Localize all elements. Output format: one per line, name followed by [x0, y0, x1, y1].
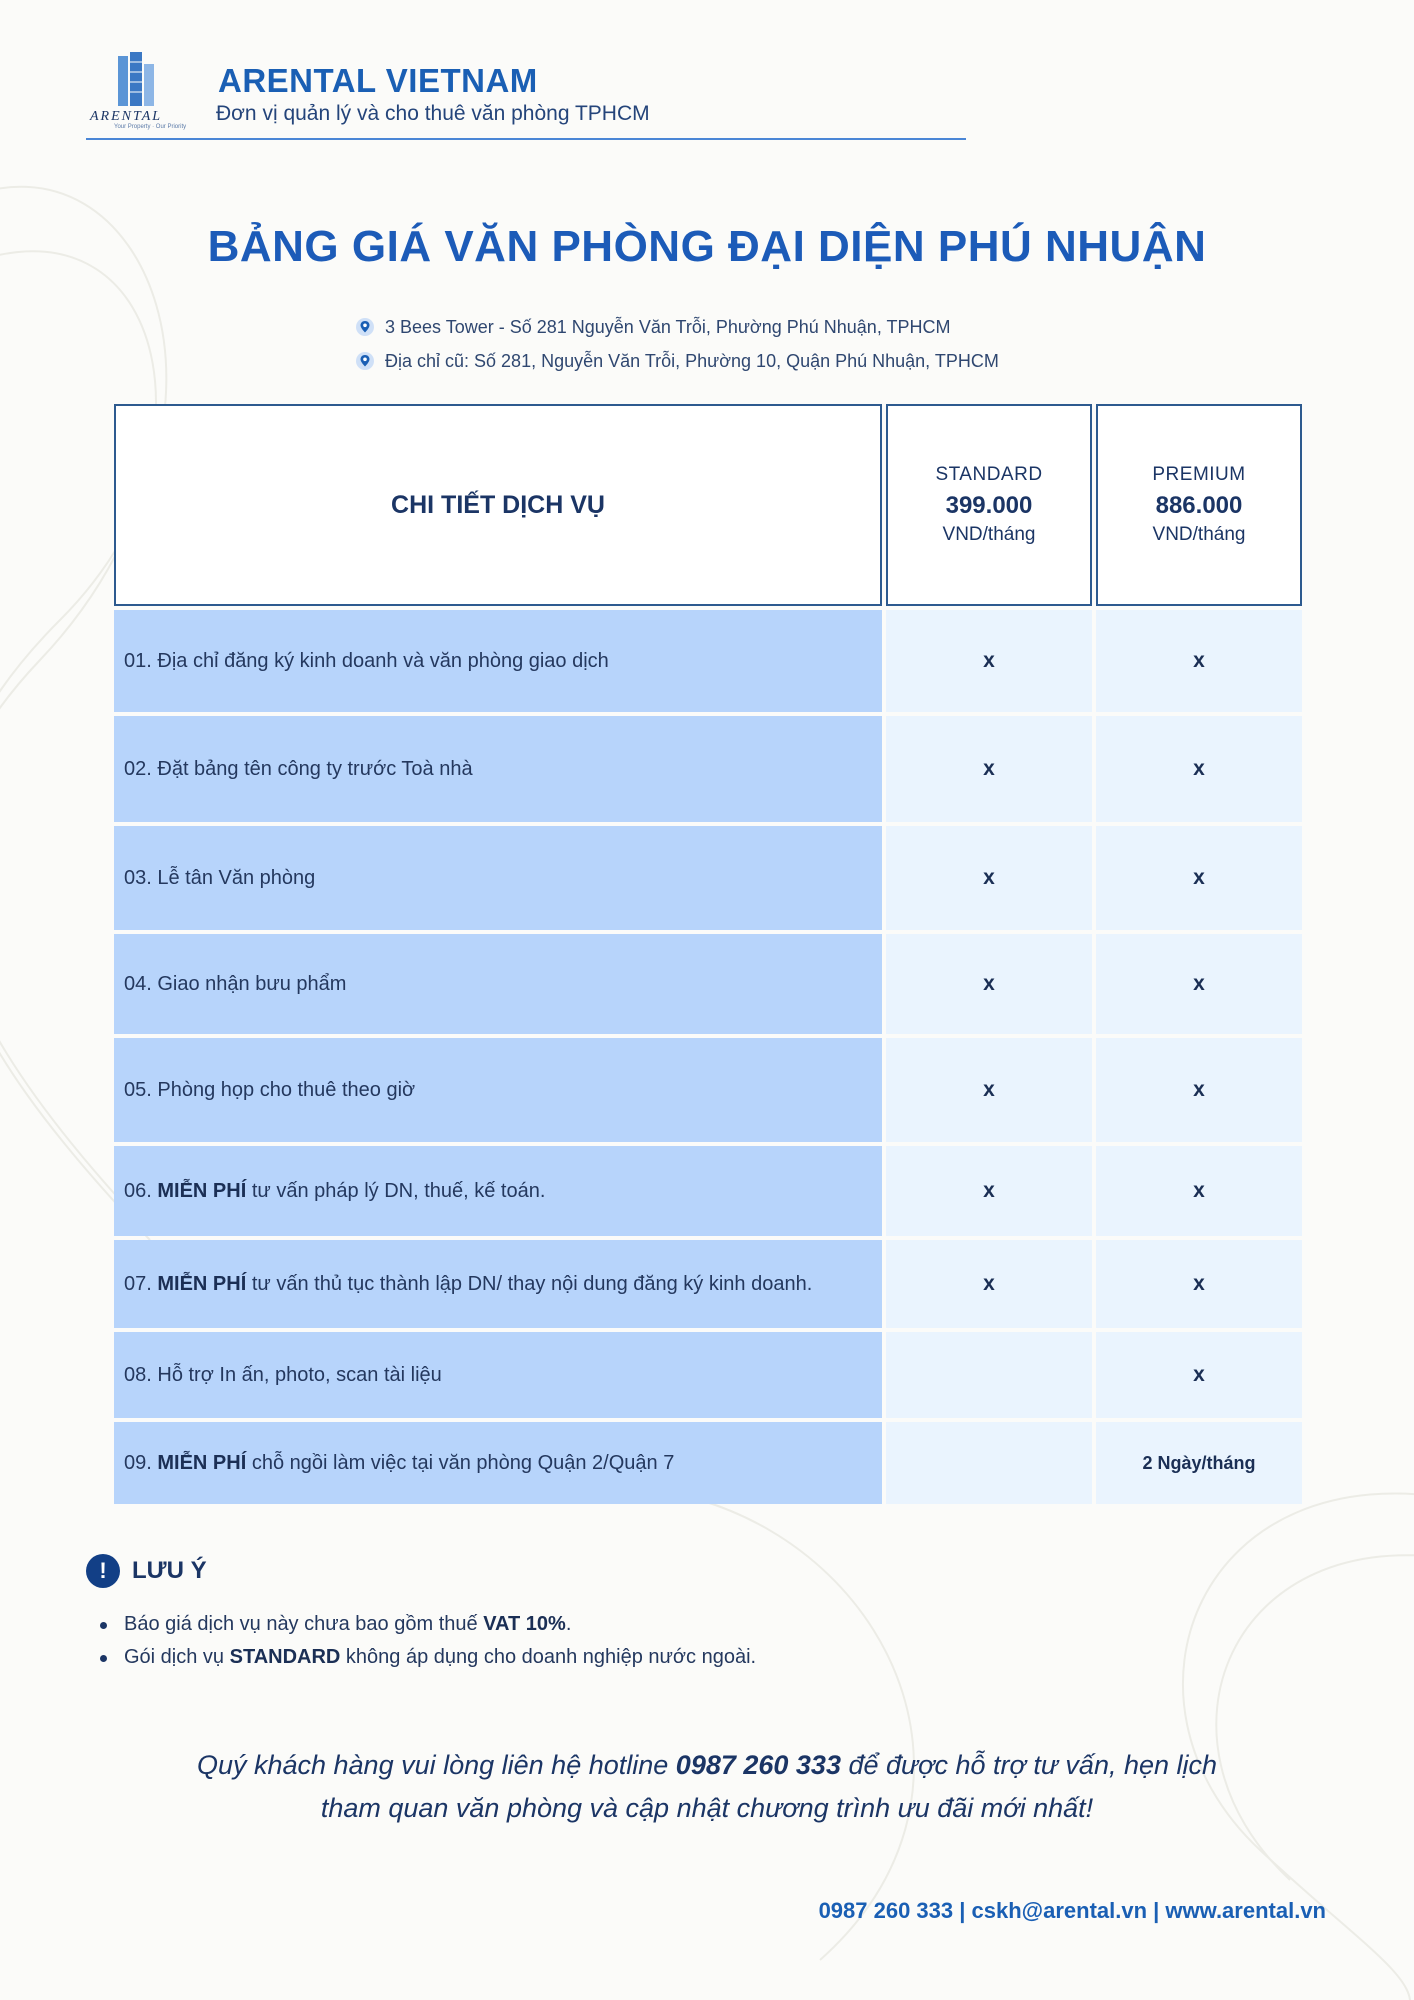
brand-name: ARENTAL VIETNAM — [218, 62, 538, 99]
page-header — [86, 50, 966, 142]
address-text: 3 Bees Tower - Số 281 Nguyễn Văn Trỗi, Phường Phú Nhuận, TPHCM — [385, 316, 951, 337]
header-divider — [86, 138, 966, 140]
service-header: CHI TIẾT DỊCH VỤ — [391, 490, 605, 519]
premium-cell: x — [1096, 826, 1302, 930]
address-current — [355, 310, 999, 344]
table-row — [114, 826, 1302, 930]
table-row — [114, 1240, 1302, 1328]
contact-message: Quý khách hàng vui lòng liên hệ hotline 0987 260 333 để được hỗ trợ tư vấn, hẹn lịch tham quan văn phòng và cập nhật chương trình ưu đãi mới nhất! — [196, 1750, 1218, 1823]
standard-cell: x — [886, 1146, 1092, 1236]
plan-unit: VND/tháng — [942, 524, 1036, 545]
list-item: Gói dịch vụ STANDARD không áp dụng cho doanh nghiệp nước ngoài. — [98, 1641, 756, 1674]
footer-contacts: 0987 260 333 | cskh@arental.vn | www.arental.vn — [818, 1898, 1326, 1923]
service-label: 04. Giao nhận bưu phẩm — [114, 934, 882, 1034]
brand-tagline: Đơn vị quản lý và cho thuê văn phòng TPHCM — [216, 102, 650, 125]
standard-cell — [886, 1422, 1092, 1504]
premium-cell: 2 Ngày/tháng — [1096, 1422, 1302, 1504]
service-label: 08. Hỗ trợ In ấn, photo, scan tài liệu — [114, 1332, 882, 1418]
table-row — [114, 716, 1302, 822]
address-block — [355, 310, 999, 378]
standard-cell — [886, 1332, 1092, 1418]
standard-cell: x — [886, 716, 1092, 822]
service-label: 03. Lễ tân Văn phòng — [114, 826, 882, 930]
location-pin-icon — [355, 351, 375, 371]
arental-logo — [86, 50, 216, 130]
service-label: 07. MIỄN PHÍ tư vấn thủ tục thành lập DN/ thay nội dung đăng ký kinh doanh. — [114, 1240, 882, 1328]
plan-name: STANDARD — [935, 464, 1043, 485]
standard-cell: x — [886, 1240, 1092, 1328]
standard-cell: x — [886, 826, 1092, 930]
address-old — [355, 344, 999, 378]
premium-cell: x — [1096, 716, 1302, 822]
note-header — [86, 1554, 207, 1588]
premium-cell: x — [1096, 934, 1302, 1034]
service-header-cell — [114, 404, 882, 606]
premium-cell: x — [1096, 610, 1302, 712]
table-row — [114, 1332, 1302, 1418]
table-row — [114, 610, 1302, 712]
table-row — [114, 934, 1302, 1034]
standard-cell: x — [886, 1038, 1092, 1142]
premium-cell: x — [1096, 1240, 1302, 1328]
plan-header-premium — [1096, 404, 1302, 606]
location-pin-icon — [355, 317, 375, 337]
service-label: 06. MIỄN PHÍ tư vấn pháp lý DN, thuế, kế toán. — [114, 1146, 882, 1236]
hotline-number: 0987 260 333 — [675, 1750, 841, 1780]
plan-unit: VND/tháng — [1152, 524, 1246, 545]
page-title: BẢNG GIÁ VĂN PHÒNG ĐẠI DIỆN PHÚ NHUẬN — [207, 222, 1207, 271]
table-row — [114, 1146, 1302, 1236]
table-row — [114, 1422, 1302, 1504]
service-label: 05. Phòng họp cho thuê theo giờ — [114, 1038, 882, 1142]
standard-cell: x — [886, 610, 1092, 712]
note-list — [98, 1608, 756, 1674]
address-text: Địa chỉ cũ: Số 281, Nguyễn Văn Trỗi, Phường 10, Quận Phú Nhuận, TPHCM — [385, 350, 999, 371]
list-item: Báo giá dịch vụ này chưa bao gồm thuế VAT 10%. — [98, 1608, 756, 1641]
plan-price: 886.000 — [1155, 492, 1243, 519]
premium-cell: x — [1096, 1332, 1302, 1418]
plan-price: 399.000 — [945, 492, 1033, 519]
plan-header-standard — [886, 404, 1092, 606]
exclamation-icon: ! — [86, 1554, 120, 1588]
plan-name: PREMIUM — [1152, 464, 1246, 485]
service-label: 09. MIỄN PHÍ chỗ ngồi làm việc tại văn phòng Quận 2/Quận 7 — [114, 1422, 882, 1504]
svg-text:Your Property · Our Priority: Your Property · Our Priority — [114, 124, 187, 130]
premium-cell: x — [1096, 1146, 1302, 1236]
svg-text:ARENTAL: ARENTAL — [90, 109, 163, 124]
standard-cell: x — [886, 934, 1092, 1034]
service-label: 02. Đặt bảng tên công ty trước Toà nhà — [114, 716, 882, 822]
premium-cell: x — [1096, 1038, 1302, 1142]
service-label: 01. Địa chỉ đăng ký kinh doanh và văn phòng giao dịch — [114, 610, 882, 712]
note-title: LƯU Ý — [132, 1557, 207, 1584]
table-row — [114, 1038, 1302, 1142]
